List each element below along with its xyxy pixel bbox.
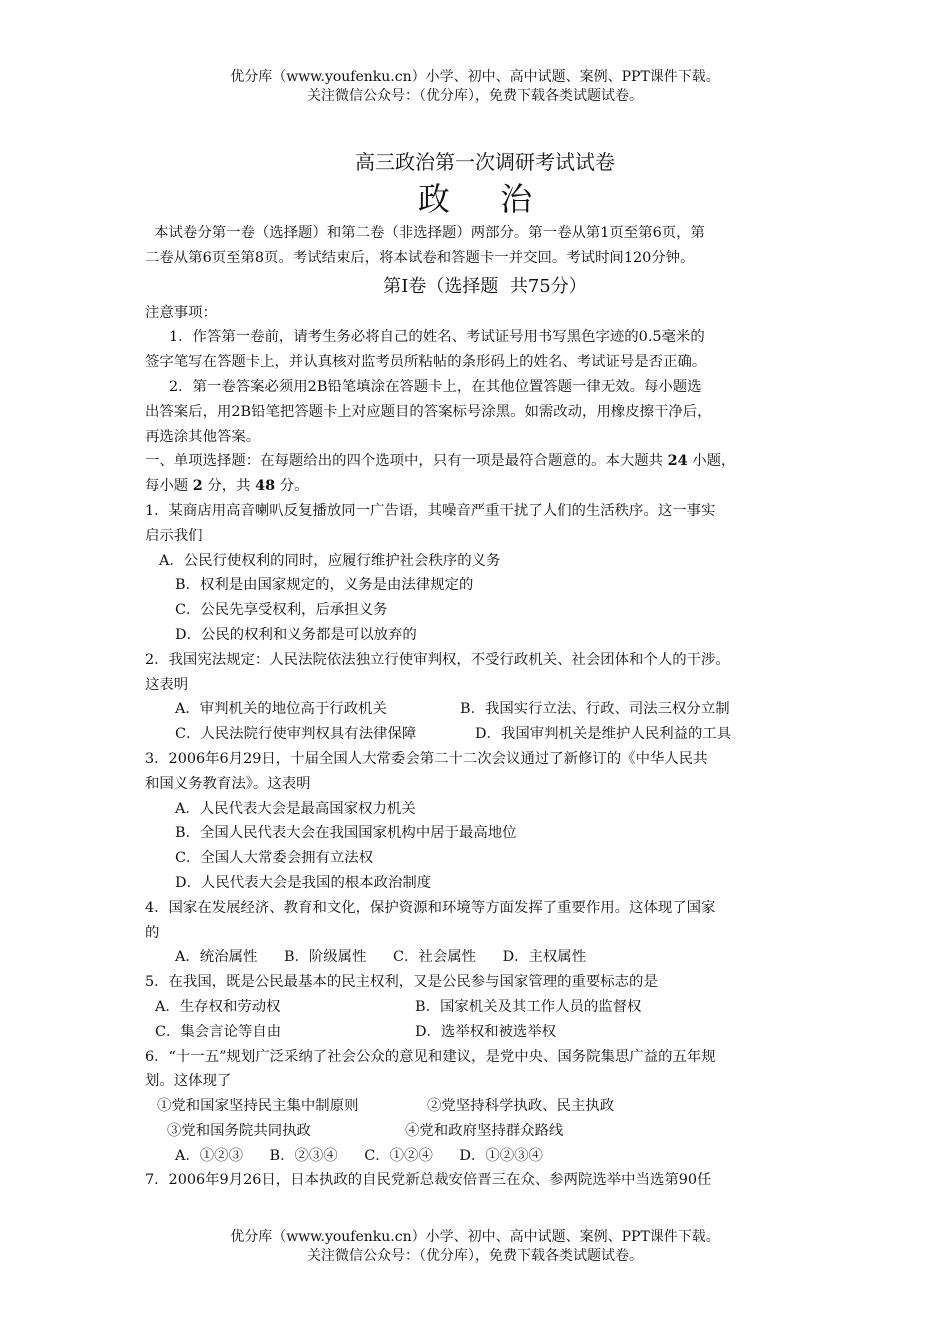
q3-stem-line-1: 3．2006年6月29日，十届全国人大常委会第二十二次会议通过了新修订的《中华人民共 (145, 750, 708, 767)
q3-stem-line-2: 和国义务教育法》。这表明 (145, 775, 311, 792)
q1-stem-line-1: 1．某商店用高音喇叭反复播放同一广告语，其噪音严重干扰了人们的生活秩序。这一事实 (145, 502, 716, 519)
header-line-1: 优分库（www.youfenku.cn）小学、初中、高中试题、案例、PPT课件下载。 (230, 69, 720, 85)
q2-option-c: C．人民法院行使审判权具有法律保障 (175, 726, 417, 743)
q1-option-c: C．公民先享受权利，后承担义务 (175, 602, 388, 619)
points-per-question: 2 (192, 477, 203, 495)
intro-line-2: 二卷从第6页至第8页。考试结束后，将本试卷和答题卡一并交回。考试时间120分钟。 (145, 249, 695, 266)
q5-options-row-1 (145, 995, 825, 1020)
note-2-line-2: 出答案后，用2B铅笔把答题卡上对应题目的答案标号涂黑。如需改动，用橡皮擦干净后， (145, 403, 712, 420)
q2-stem-line-2: 这表明 (145, 676, 189, 693)
q4-option-d: D．主权属性 (502, 949, 587, 966)
part1-text: 小题， (687, 453, 736, 470)
q2-options-row-2 (145, 722, 825, 747)
question-count: 24 (667, 452, 688, 470)
note-2-line-1: 2．第一卷答案必须用2B铅笔填涂在答题卡上，在其他位置答题一律无效。每小题选 (169, 378, 702, 395)
q4-options-row (145, 945, 825, 970)
q1-option-a: A．公民行使权利的同时，应履行维护社会秩序的义务 (159, 552, 501, 569)
q6-statements-row-1 (145, 1094, 825, 1119)
footer-line-2: 关注微信公众号：（优分库），免费下载各类试题试卷。 (307, 1248, 643, 1264)
q3-option-c: C．全国人大常委会拥有立法权 (175, 850, 374, 867)
q5-option-b: B．国家机关及其工作人员的监督权 (415, 998, 642, 1015)
note-1-line-2: 签字笔写在答题卡上，并认真核对监考员所粘帖的条形码上的姓名、考试证号是否正确。 (145, 354, 707, 371)
q7-stem-line-1: 7．2006年9月26日，日本执政的自民党新总裁安倍晋三在众、参两院选举中当选第90任 (145, 1172, 712, 1189)
q5-options-row-2 (145, 1020, 825, 1045)
q6-option-a: A．①②③ (175, 1147, 243, 1164)
part1-text: 分，共 (202, 478, 256, 495)
intro-line-1: 本试卷分第一卷（选择题）和第二卷（非选择题）两部分。第一卷从第1页至第6页，第 (145, 225, 705, 241)
exam-title: 高三政治第一次调研考试试卷 (355, 150, 615, 174)
q2-options-row-1 (145, 697, 825, 722)
section-title: 第Ⅰ卷（选择题 共75分） (383, 275, 587, 297)
q4-option-b: B．阶级属性 (283, 949, 367, 966)
part1-text: 分。 (275, 478, 309, 495)
q6-statement-4: ④党和政府坚持群众路线 (405, 1122, 564, 1139)
subject-title: 政 治 (417, 180, 553, 218)
q5-option-d: D．选举权和被选举权 (415, 1023, 557, 1040)
q3-option-a: A．人民代表大会是最高国家权力机关 (175, 800, 416, 817)
q6-statements-row-2 (145, 1119, 825, 1144)
q6-option-c: C．①②④ (364, 1147, 433, 1164)
q6-options-row (145, 1144, 825, 1169)
q2-option-a: A．审判机关的地位高于行政机关 (175, 701, 387, 718)
header-line-2: 关注微信公众号：（优分库），免费下载各类试题试卷。 (307, 88, 643, 104)
q6-stem-line-2: 划。这体现了 (145, 1073, 232, 1090)
q5-option-a: A．生存权和劳动权 (155, 998, 281, 1015)
q4-stem-line-2: 的 (145, 924, 160, 941)
page-header (0, 68, 950, 106)
q2-stem-line-1: 2．我国宪法规定：人民法院依法独立行使审判权，不受行政机关、社会团体和个人的干涉。 (145, 651, 730, 668)
q1-stem-line-2: 启示我们 (145, 527, 203, 544)
part1-instruction-line-2 (145, 474, 825, 499)
notes-title: 注意事项： (145, 304, 217, 321)
note-2-line-3: 再选涂其他答案。 (145, 428, 261, 445)
q6-option-d: D．①②③④ (459, 1147, 543, 1164)
q3-option-d: D．人民代表大会是我国的根本政治制度 (175, 874, 432, 891)
q6-statement-2: ②党坚持科学执政、民主执政 (427, 1098, 615, 1115)
q5-option-c: C．集会言论等自由 (155, 1023, 282, 1040)
q4-option-c: C．社会属性 (393, 949, 477, 966)
q4-stem-line-1: 4．国家在发展经济、教育和文化，保护资源和环境等方面发挥了重要作用。这体现了国家 (145, 899, 716, 916)
part1-instruction-line-1 (145, 449, 825, 474)
part1-text: 每小题 (145, 478, 193, 495)
total-points: 48 (255, 477, 276, 495)
q6-statement-3: ③党和国务院共同执政 (167, 1122, 311, 1139)
q6-statement-1: ①党和国家坚持民主集中制原则 (157, 1098, 359, 1115)
q5-stem-line-1: 5．在我国，既是公民最基本的民主权利，又是公民参与国家管理的重要标志的是 (145, 974, 658, 991)
exam-page (145, 147, 825, 1193)
page-footer (0, 1228, 950, 1266)
q4-option-a: A．统治属性 (175, 949, 258, 966)
q2-option-b: B．我国实行立法、行政、司法三权分立制 (460, 701, 730, 718)
q1-option-b: B．权利是由国家规定的，义务是由法律规定的 (175, 577, 474, 594)
part1-text: 一、单项选择题：在每题给出的四个选项中，只有一项是最符合题意的。本大题共 (145, 453, 668, 470)
q6-stem-line-1: 6．“十一五”规划广泛采纳了社会公众的意见和建议，是党中央、国务院集思广益的五年规 (145, 1048, 716, 1065)
q3-option-b: B．全国人民代表大会在我国国家机构中居于最高地位 (175, 825, 517, 842)
note-1-line-1: 1．作答第一卷前，请考生务必将自己的姓名、考试证号用书写黑色字迹的0.5毫米的 (169, 329, 705, 346)
footer-line-1: 优分库（www.youfenku.cn）小学、初中、高中试题、案例、PPT课件下载。 (230, 1229, 720, 1245)
q6-option-b: B．②③④ (269, 1147, 338, 1164)
q1-option-d: D．公民的权利和义务都是可以放弃的 (175, 626, 417, 643)
q2-option-d: D．我国审判机关是维护人民利益的工具 (475, 726, 732, 743)
